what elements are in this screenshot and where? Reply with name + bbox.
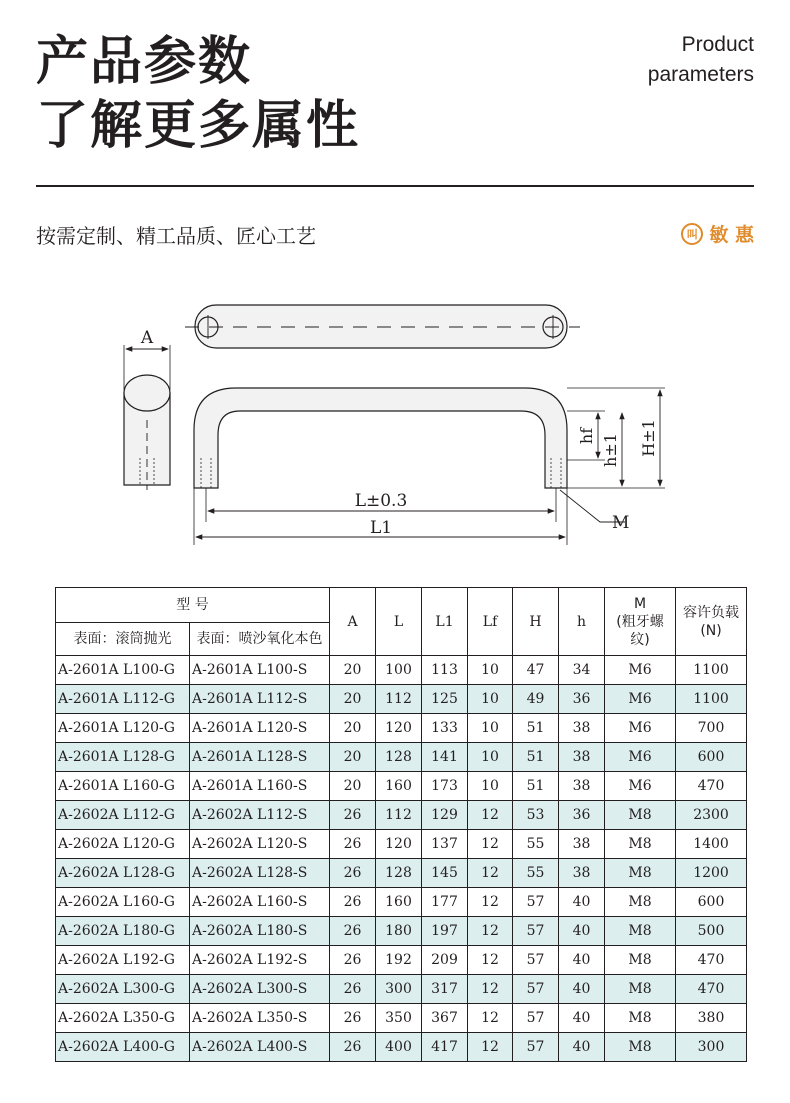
cell-lf: 12 (468, 830, 513, 859)
cell-a: 20 (330, 772, 376, 801)
header-M-line-1: M (633, 595, 647, 612)
cell-m: M8 (605, 888, 676, 917)
cell-load: 470 (676, 975, 747, 1004)
spec-table-body (56, 656, 747, 1062)
cell-load: 1400 (676, 830, 747, 859)
cell-m: M6 (605, 656, 676, 685)
table-row (56, 975, 747, 1004)
cell-l: 112 (376, 801, 422, 830)
cell-model-g: A-2601A L120-G (56, 714, 190, 743)
cell-l1: 173 (422, 772, 468, 801)
cell-lf: 12 (468, 801, 513, 830)
cell-h-lower: 40 (559, 917, 605, 946)
cell-model-s: A-2602A L120-S (190, 830, 330, 859)
header-M (605, 588, 676, 656)
cell-l1: 137 (422, 830, 468, 859)
cell-l1: 129 (422, 801, 468, 830)
cell-a: 26 (330, 830, 376, 859)
cell-a: 26 (330, 801, 376, 830)
front-view (194, 388, 665, 545)
label-L1: L1 (369, 518, 393, 538)
cell-lf: 10 (468, 656, 513, 685)
cell-model-g: A-2601A L160-G (56, 772, 190, 801)
cell-h-lower: 38 (559, 830, 605, 859)
cell-l: 128 (376, 859, 422, 888)
cell-l1: 145 (422, 859, 468, 888)
cell-a: 26 (330, 946, 376, 975)
cell-h-upper: 51 (513, 743, 559, 772)
cell-model-g: A-2602A L112-G (56, 801, 190, 830)
table-row (56, 801, 747, 830)
cell-model-s: A-2602A L180-S (190, 917, 330, 946)
header-h: h (559, 588, 605, 656)
cell-l: 120 (376, 714, 422, 743)
cell-h-lower: 38 (559, 714, 605, 743)
cell-h-upper: 55 (513, 830, 559, 859)
cell-h-lower: 36 (559, 801, 605, 830)
cell-h-lower: 40 (559, 946, 605, 975)
label-A: A (140, 328, 154, 348)
cell-h-upper: 57 (513, 946, 559, 975)
cell-h-lower: 36 (559, 685, 605, 714)
table-row (56, 772, 747, 801)
table-row (56, 1033, 747, 1062)
spec-table (55, 587, 747, 1062)
header-M-line-3: 纹) (630, 631, 650, 648)
cell-lf: 12 (468, 946, 513, 975)
table-row (56, 859, 747, 888)
cell-h-lower: 40 (559, 975, 605, 1004)
cell-h-upper: 55 (513, 859, 559, 888)
cell-l1: 133 (422, 714, 468, 743)
cell-l1: 113 (422, 656, 468, 685)
table-row (56, 714, 747, 743)
title-line-2: 了解更多属性 (36, 96, 361, 156)
cell-load: 470 (676, 946, 747, 975)
cell-lf: 10 (468, 685, 513, 714)
cell-model-s: A-2601A L112-S (190, 685, 330, 714)
cell-model-s: A-2602A L192-S (190, 946, 330, 975)
cell-h-lower: 38 (559, 859, 605, 888)
cell-h-upper: 51 (513, 714, 559, 743)
table-row (56, 830, 747, 859)
cell-lf: 12 (468, 1004, 513, 1033)
cell-l: 400 (376, 1033, 422, 1062)
header-surface-s: 表面：喷沙氧化本色 (190, 623, 330, 656)
cell-lf: 12 (468, 888, 513, 917)
cell-h-upper: 57 (513, 1004, 559, 1033)
brand (681, 220, 754, 247)
header-load-line-1: 容许负载 (683, 604, 740, 621)
table-row (56, 656, 747, 685)
cell-h-lower: 38 (559, 743, 605, 772)
cell-model-s: A-2602A L112-S (190, 801, 330, 830)
cell-m: M8 (605, 917, 676, 946)
cell-lf: 12 (468, 859, 513, 888)
cell-load: 600 (676, 888, 747, 917)
slogan: 按需定制、精工品质、匠心工艺 (36, 224, 316, 248)
cell-h-upper: 49 (513, 685, 559, 714)
page-title (36, 30, 360, 158)
cell-l: 112 (376, 685, 422, 714)
header-Lf: Lf (468, 588, 513, 656)
cell-l1: 141 (422, 743, 468, 772)
cell-l1: 125 (422, 685, 468, 714)
header-load-line-2: (N) (700, 622, 722, 639)
english-title (648, 30, 754, 90)
header-L: L (376, 588, 422, 656)
cell-load: 300 (676, 1033, 747, 1062)
header-H: H (513, 588, 559, 656)
cell-lf: 12 (468, 1033, 513, 1062)
cell-a: 26 (330, 1033, 376, 1062)
cell-l1: 317 (422, 975, 468, 1004)
cell-model-g: A-2602A L400-G (56, 1033, 190, 1062)
cell-model-g: A-2602A L300-G (56, 975, 190, 1004)
cell-h-upper: 51 (513, 772, 559, 801)
brand-name: 敏 惠 (709, 224, 754, 246)
cell-model-g: A-2602A L128-G (56, 859, 190, 888)
cell-model-g: A-2602A L120-G (56, 830, 190, 859)
cell-a: 20 (330, 743, 376, 772)
table-row (56, 743, 747, 772)
brand-logo-icon: 叫 (681, 223, 703, 245)
cell-lf: 10 (468, 743, 513, 772)
cell-model-s: A-2602A L300-S (190, 975, 330, 1004)
header-model: 型 号 (56, 588, 330, 623)
label-H: H±1 (639, 419, 658, 457)
cell-m: M8 (605, 975, 676, 1004)
cell-model-g: A-2602A L192-G (56, 946, 190, 975)
cell-m: M8 (605, 859, 676, 888)
cell-m: M8 (605, 1004, 676, 1033)
cell-lf: 10 (468, 772, 513, 801)
cell-h-upper: 57 (513, 917, 559, 946)
label-hf: hf (577, 427, 596, 445)
cell-m: M6 (605, 714, 676, 743)
cell-l1: 367 (422, 1004, 468, 1033)
cell-h-upper: 57 (513, 1033, 559, 1062)
header-divider (36, 185, 754, 187)
cell-h-upper: 57 (513, 888, 559, 917)
cell-a: 20 (330, 714, 376, 743)
cell-l1: 417 (422, 1033, 468, 1062)
cell-h-upper: 47 (513, 656, 559, 685)
header-A: A (330, 588, 376, 656)
cell-h-lower: 40 (559, 1033, 605, 1062)
cell-model-g: A-2601A L128-G (56, 743, 190, 772)
cell-h-upper: 53 (513, 801, 559, 830)
top-view (185, 305, 580, 348)
cell-load: 500 (676, 917, 747, 946)
cell-m: M8 (605, 946, 676, 975)
header-L1: L1 (422, 588, 468, 656)
cell-a: 26 (330, 917, 376, 946)
cell-model-s: A-2601A L120-S (190, 714, 330, 743)
cell-l: 160 (376, 888, 422, 917)
cell-l: 128 (376, 743, 422, 772)
cell-model-s: A-2601A L100-S (190, 656, 330, 685)
cell-load: 600 (676, 743, 747, 772)
cell-m: M8 (605, 830, 676, 859)
cell-lf: 12 (468, 975, 513, 1004)
cell-load: 470 (676, 772, 747, 801)
cell-m: M8 (605, 1033, 676, 1062)
table-row (56, 946, 747, 975)
cell-m: M6 (605, 685, 676, 714)
header-M-line-2: (粗牙螺 (616, 613, 664, 630)
header-load (676, 588, 747, 656)
title-line-1: 产品参数 (36, 32, 253, 92)
cell-h-lower: 40 (559, 1004, 605, 1033)
cell-a: 20 (330, 685, 376, 714)
cell-m: M8 (605, 801, 676, 830)
cell-l: 350 (376, 1004, 422, 1033)
cell-l: 192 (376, 946, 422, 975)
cell-a: 26 (330, 1004, 376, 1033)
cell-l: 180 (376, 917, 422, 946)
cell-load: 2300 (676, 801, 747, 830)
cell-model-s: A-2601A L160-S (190, 772, 330, 801)
cell-model-s: A-2601A L128-S (190, 743, 330, 772)
cell-load: 380 (676, 1004, 747, 1033)
cell-load: 1200 (676, 859, 747, 888)
cell-model-s: A-2602A L128-S (190, 859, 330, 888)
cell-model-s: A-2602A L160-S (190, 888, 330, 917)
label-L: L±0.3 (354, 491, 408, 511)
cell-model-s: A-2602A L400-S (190, 1033, 330, 1062)
cell-a: 26 (330, 975, 376, 1004)
cell-lf: 12 (468, 917, 513, 946)
cell-load: 700 (676, 714, 747, 743)
cell-h-upper: 57 (513, 975, 559, 1004)
cell-l: 120 (376, 830, 422, 859)
cell-l1: 209 (422, 946, 468, 975)
table-row (56, 917, 747, 946)
cell-l: 100 (376, 656, 422, 685)
cell-l1: 197 (422, 917, 468, 946)
cell-model-g: A-2602A L350-G (56, 1004, 190, 1033)
cell-h-lower: 38 (559, 772, 605, 801)
cell-l1: 177 (422, 888, 468, 917)
cell-model-g: A-2601A L112-G (56, 685, 190, 714)
table-row (56, 685, 747, 714)
cell-l: 160 (376, 772, 422, 801)
english-title-line-1: Product (681, 33, 754, 56)
cell-h-lower: 40 (559, 888, 605, 917)
english-title-line-2: parameters (647, 63, 754, 86)
cell-lf: 10 (468, 714, 513, 743)
cell-m: M6 (605, 772, 676, 801)
handle-technical-drawing (0, 290, 790, 550)
cell-load: 1100 (676, 685, 747, 714)
cell-l: 300 (376, 975, 422, 1004)
cell-h-lower: 34 (559, 656, 605, 685)
label-M: M (612, 513, 630, 533)
cell-a: 26 (330, 859, 376, 888)
cell-a: 20 (330, 656, 376, 685)
side-view (124, 345, 170, 490)
header-surface-g: 表面：滚筒抛光 (56, 623, 190, 656)
cell-model-g: A-2602A L180-G (56, 917, 190, 946)
table-row (56, 888, 747, 917)
table-row (56, 1004, 747, 1033)
cell-m: M6 (605, 743, 676, 772)
cell-load: 1100 (676, 656, 747, 685)
cell-model-g: A-2602A L160-G (56, 888, 190, 917)
label-h: h±1 (601, 433, 620, 467)
cell-model-s: A-2602A L350-S (190, 1004, 330, 1033)
cell-model-g: A-2601A L100-G (56, 656, 190, 685)
cell-a: 26 (330, 888, 376, 917)
